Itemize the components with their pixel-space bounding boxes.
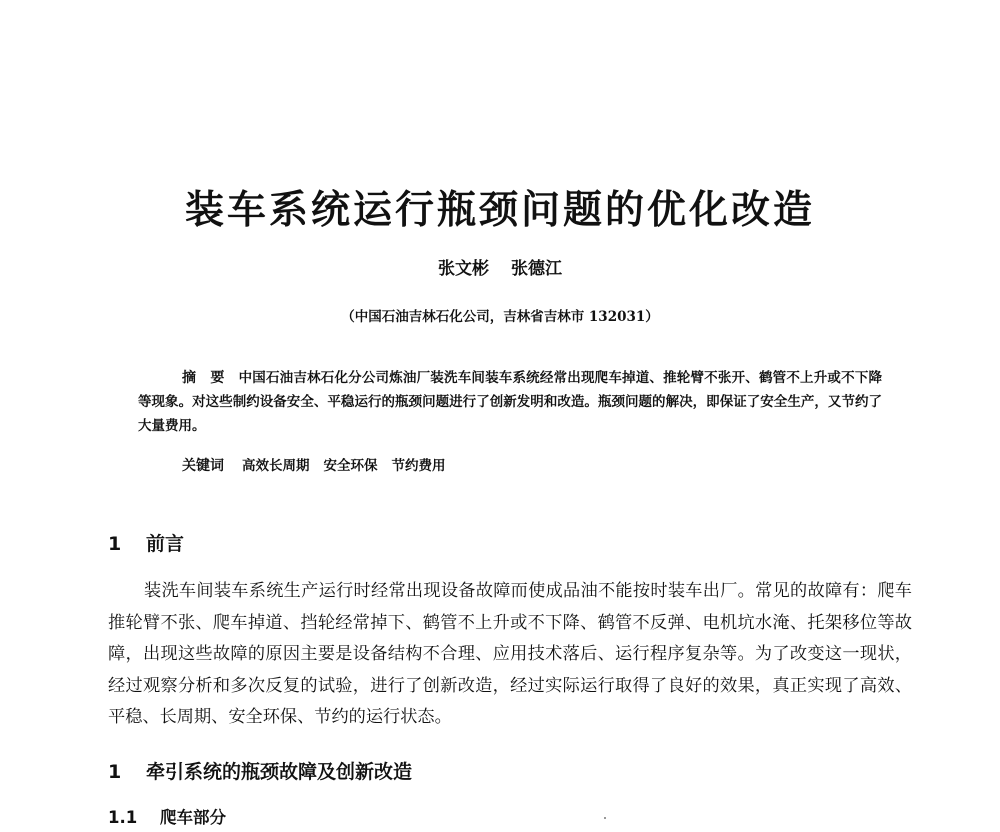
- subsection-heading: [108, 806, 226, 830]
- keywords-label: 关键词: [182, 458, 224, 474]
- section-number: 1: [108, 761, 122, 783]
- abstract-text: 中国石油吉林石化分公司炼油厂装洗车间装车系统经常出现爬车掉道、推轮臂不张开、鹤管不上升或不下降等现象。对这些制约设备安全、平稳运行的瓶颈问题进行了创新发明和改造。瓶颈问题的解决，即保证了安全生产，又节约了大量费用。: [138, 370, 883, 434]
- intro-paragraph: 装洗车间装车系统生产运行时经常出现设备故障而使成品油不能按时装车出厂。常见的故障有：爬车推轮臂不张、爬车掉道、挡轮经常掉下、鹤管不上升或不下降、鹤管不反弹、电机坑水淹、托架移位等故障，出现这些故障的原因主要是设备结构不合理、应用技术落后、运行程序复杂等。为了改变这一现状，经过观察分析和多次反复的试验，进行了创新改造，经过实际运行取得了良好的效果，真正实现了高效、平稳、长周期、安全环保、节约的运行状态。: [108, 581, 912, 727]
- abstract: [138, 366, 882, 438]
- keyword: 安全环保: [323, 458, 378, 474]
- subsection-number: 1.1: [108, 808, 138, 827]
- scan-speck: [604, 817, 606, 819]
- section-title: 前言: [146, 533, 185, 555]
- subsection-title: 爬车部分: [160, 808, 226, 827]
- section-title: 牵引系统的瓶颈故障及创新改造: [146, 761, 413, 783]
- section-heading-traction: [108, 758, 412, 786]
- author-name: 张文彬: [438, 259, 489, 279]
- abstract-label: 摘 要: [182, 370, 225, 386]
- keyword: 节约费用: [391, 458, 446, 474]
- keywords: [182, 454, 446, 478]
- author-list: [0, 256, 1000, 282]
- section-number: 1: [108, 533, 122, 555]
- affiliation: （中国石油吉林石化公司，吉林省吉林市 132031）: [341, 309, 659, 325]
- paper-title: 装车系统运行瓶颈问题的优化改造: [184, 188, 815, 233]
- keyword: 高效长周期: [242, 458, 310, 474]
- author-name: 张德江: [511, 259, 562, 279]
- section-heading-intro: [108, 530, 184, 558]
- abstract-paragraph: [138, 366, 882, 438]
